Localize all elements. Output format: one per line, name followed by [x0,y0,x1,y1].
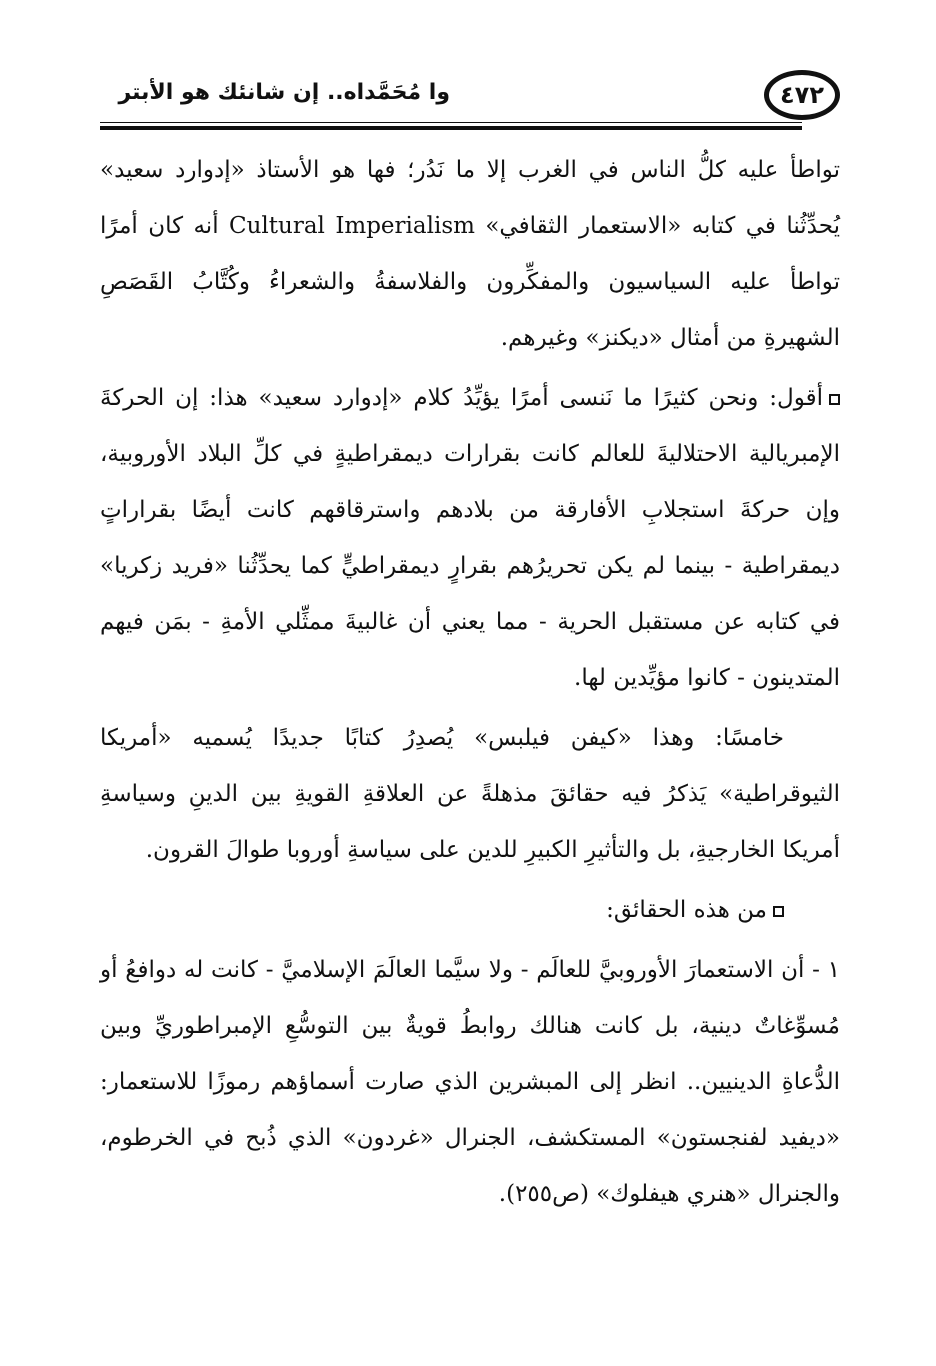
page-header [100,68,840,130]
paragraph-text: ١ - أن الاستعمارَ الأوروبيَّ للعالَم - ولا سيَّما العالَمَ الإسلاميَّ - كانت له دوافعُ أو مُسوِّغاتٌ دينية، بل كانت هنالك روابطُ قويةٌ بين التوسُّعِ الإمبراطوريِّ وبين الدُّعاةِ الدينيين.. انظر إلى المبشرين الذي صارت أسماؤهم رموزًا للاستعمار: «ديفيد لفنجستون» المستكشف، الجنرال «غردون» الذي ذُبح في الخرطوم، والجنرال «هنري هيفلوك» (ص٢٥٥). [100,957,840,1207]
body-text [100,142,840,1222]
paragraph-4 [100,882,840,938]
paragraph-1 [100,142,840,366]
paragraph-5 [100,942,840,1222]
header-rule-thin [100,122,802,123]
paragraph-text: من هذه الحقائق: [606,897,767,923]
paragraph-text: تواطأ عليه كلُّ الناس في الغرب إلا ما نَدُر؛ فها هو الأستاذ «إدوارد سعيد» يُحدِّثُنا في كتابه «الاستعمار الثقافي» Cultural Imperialism أنه كان أمرًا تواطأ عليه السياسيون والمفكِّرون والفلاسفةُ والشعراءُ وكُتَّابُ القَصَصِ الشهيرةِ من أمثال «ديكنز» وغيرهم. [100,157,840,351]
paragraph-3 [100,710,840,878]
header-rule [100,126,802,130]
running-title: وا مُحَمَّداه.. إن شانئك هو الأبتر [118,80,450,105]
square-bullet-icon [773,906,784,917]
paragraph-text: خامسًا: وهذا «كيفن فيلبس» يُصدِرُ كتابًا جديدًا يُسميه «أمريكا الثيوقراطية» يَذكرُ فيه حقائقَ مذهلةً عن العلاقةِ القويةِ بين الدينِ وسياسةِ أمريكا الخارجيةِ، بل والتأثيرِ الكبيرِ للدين على سياسةِ أوروبا طوالَ القرون. [100,725,840,863]
page-number: ٤٧٢ [764,70,840,120]
paragraph-2 [100,370,840,706]
paragraph-text: أقول: ونحن كثيرًا ما نَنسى أمرًا يؤيِّدُ كلام «إدوارد سعيد» هذا: إن الحركةَ الإمبريالية الاحتلاليةَ للعالم كانت بقرارات ديمقراطيةٍ في كلِّ البلاد الأوروبية، وإن حركةَ استجلابِ الأفارقة من بلادهم واسترقاقهم كانت أيضًا بقراراتٍ ديمقراطية - بينما لم يكن تحريرُهم بقرارٍ ديمقراطيٍّ كما يحدِّثُنا «فريد زكريا» في كتابه عن مستقبل الحرية - مما يعني أن غالبيةَ ممثِّلي الأمةِ - بمَن فيهم المتدينون - كانوا مؤيِّدين لها. [100,385,840,691]
square-bullet-icon [829,394,840,405]
